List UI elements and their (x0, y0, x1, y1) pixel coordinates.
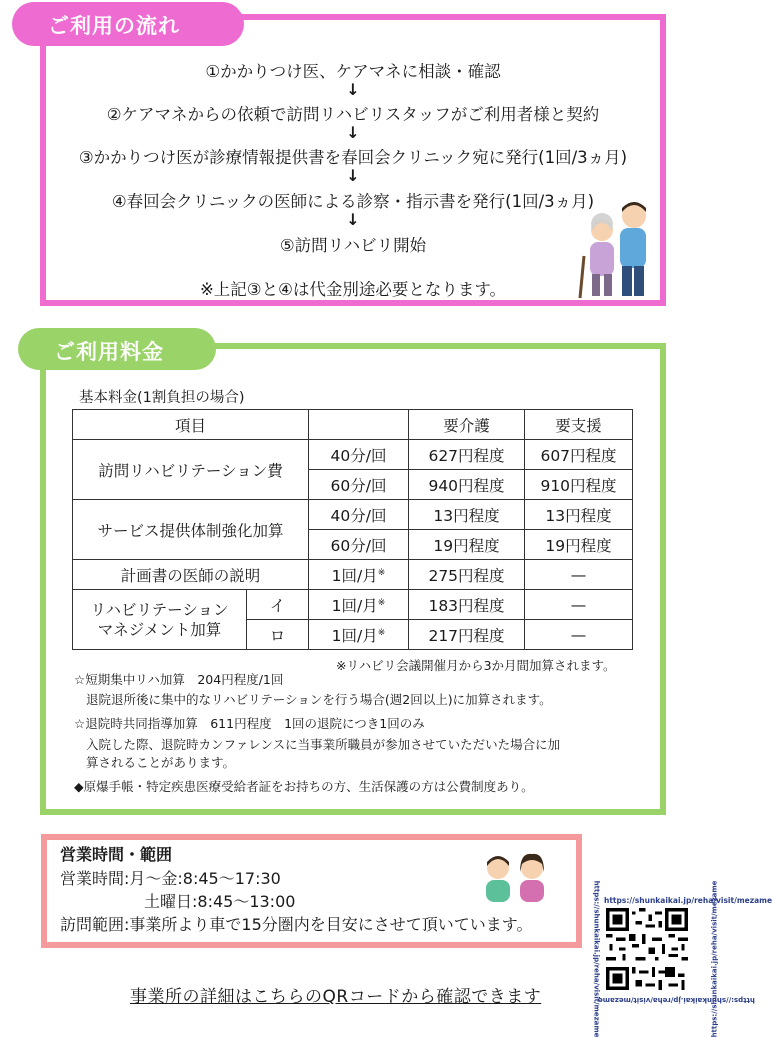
row-kaigo: 275円程度 (409, 560, 525, 590)
row-kaigo: 217円程度 (409, 620, 525, 650)
discharge-description-1: 入院した際、退院時カンファレンスに当事業所職員が参加させていただいた場合に加 (86, 737, 561, 752)
fee-table (72, 409, 633, 650)
row-unit (309, 620, 409, 650)
down-arrow-icon: ↓ (346, 80, 360, 99)
row-shien: 13円程度 (525, 500, 633, 530)
discharge-addition: ☆退院時共同指導加算 611円程度 1回の退院につき1回のみ (74, 716, 425, 731)
fee-table-heading: 基本料金(1割負担の場合) (79, 390, 245, 406)
hours-section-title: 営業時間・範囲 (60, 845, 173, 864)
flow-step-2: ②ケアマネからの依頼で訪問リハビリスタッフがご利用者様と契約 (106, 105, 600, 124)
flow-step-1: ①かかりつけ医、ケアマネに相談・確認 (205, 62, 501, 81)
row-shien: — (525, 590, 633, 620)
table-row (73, 590, 633, 620)
qr-url-label: https://shunkaikai.jp/reha/visit/mezame (598, 996, 755, 1004)
row-shien: — (525, 560, 633, 590)
public-aid-note: ◆原爆手帳・特定疾患医療受給者証をお持ちの方、生活保護の方は公費制度あり。 (74, 779, 534, 794)
row-unit (309, 590, 409, 620)
row-subitem: イ (247, 590, 309, 620)
qr-code-icon[interactable] (606, 908, 688, 990)
row-kaigo: 183円程度 (409, 590, 525, 620)
header-kaigo: 要介護 (409, 410, 525, 440)
qr-url-label: https://shunkaikai.jp/reha/visit/mezame (604, 896, 772, 905)
row-unit: 40分/回 (309, 500, 409, 530)
asterisk-mark: ※ (377, 597, 386, 608)
table-row (73, 500, 633, 530)
asterisk-mark: ※ (377, 567, 386, 578)
table-row (73, 560, 633, 590)
elderly-care-illustration (574, 196, 658, 300)
footer-qr-message: 事業所の詳細はこちらのQRコードから確認できます (130, 987, 542, 1007)
down-arrow-icon: ↓ (346, 210, 360, 229)
unit-text: 1回/月 (331, 596, 378, 615)
business-hours-saturday: 土曜日:8:45～13:00 (144, 892, 296, 911)
fee-section-title: ご利用料金 (18, 328, 216, 370)
row-item: サービス提供体制強化加算 (73, 500, 309, 560)
bowing-staff-illustration (480, 852, 552, 904)
row-shien: 607円程度 (525, 440, 633, 470)
row-kaigo: 627円程度 (409, 440, 525, 470)
qr-url-label: https://shunkaikai.jp/reha/visit/mezame (592, 880, 601, 1037)
flow-step-3: ③かかりつけ医が診療情報提供書を春回会クリニック宛に発行(1回/3ヵ月) (78, 148, 628, 167)
row-kaigo: 13円程度 (409, 500, 525, 530)
flow-note: ※上記③と④は代金別途必要となります。 (199, 280, 507, 299)
unit-text: 1回/月 (331, 566, 378, 585)
down-arrow-icon: ↓ (346, 166, 360, 185)
visit-range: 訪問範囲:事業所より車で15分圏内を目安にさせて頂いています。 (60, 915, 533, 934)
discharge-description-2: 算されることがあります。 (86, 755, 236, 770)
row-shien: — (525, 620, 633, 650)
row-unit: 60分/回 (309, 530, 409, 560)
qr-url-label: https://shunkaikai.jp/reha/visit/mezame (710, 880, 719, 1037)
row-unit (309, 560, 409, 590)
business-hours-weekday: 営業時間:月～金:8:45～17:30 (60, 869, 281, 888)
flow-step-5: ⑤訪問リハビリ開始 (279, 236, 427, 255)
short-term-addition: ☆短期集中リハ加算 204円程度/1回 (74, 672, 284, 687)
row-subitem: ロ (247, 620, 309, 650)
flow-section-title: ご利用の流れ (12, 2, 244, 46)
row-shien: 910円程度 (525, 470, 633, 500)
short-term-description: 退院退所後に集中的なリハビリテーションを行う場合(週2回以上)に加算されます。 (86, 692, 552, 707)
row-kaigo: 940円程度 (409, 470, 525, 500)
row-item: リハビリテーション マネジメント加算 (73, 590, 247, 650)
row-unit: 40分/回 (309, 440, 409, 470)
asterisk-mark: ※ (377, 627, 386, 638)
row-kaigo: 19円程度 (409, 530, 525, 560)
table-row (73, 440, 633, 470)
table-header-row (73, 410, 633, 440)
row-item: 計画書の医師の説明 (73, 560, 309, 590)
unit-text: 1回/月 (331, 626, 378, 645)
down-arrow-icon: ↓ (346, 123, 360, 142)
meeting-note: ※リハビリ会議開催月から3か月間加算されます。 (336, 658, 616, 673)
header-item: 項目 (73, 410, 309, 440)
row-unit: 60分/回 (309, 470, 409, 500)
row-shien: 19円程度 (525, 530, 633, 560)
header-unit (309, 410, 409, 440)
flow-step-4: ④春回会クリニックの医師による診察・指示書を発行(1回/3ヵ月) (111, 192, 595, 211)
row-item: 訪問リハビリテーション費 (73, 440, 309, 500)
header-shien: 要支援 (525, 410, 633, 440)
